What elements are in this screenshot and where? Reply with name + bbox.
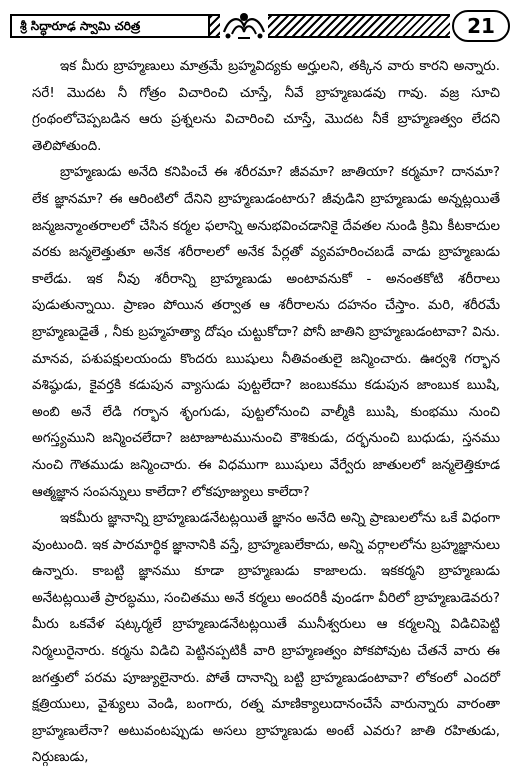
paragraph: ఇకమీరు జ్ఞానాన్ని బ్రాహ్మణుడనేటట్లయితే జ్ఞానం అనేది అన్ని ప్రాణులలోను ఒకే విధంగా వుంటుంది. ఇక పారమార్థిక జ్ఞానానికి వస్తే, బ్రాహ్మణులేకాదు, అన్ని వర్గాలలోను బ్రహ్మజ్ఞానులు ఉన్నారు. కాబట్టి జ్ఞానము కూడా బ్రాహ్మణుడు కాజాలదు. ఇకకర్మని బ్రాహ్మణుడు అనేటట్లయితే ప్రారబ్ధము, సంచితము అనే కర్మలు అందరికీ వుండగా వీరిలో బ్రాహ్మణుడెవరు? మీరు ఒకవేళ షట్కర్మలే బ్రాహ్మణుడనేటట్లయితే మునీశ్వరులు ఆ కర్మలన్ని విడిచిపెట్టి నిర్మలురైనారు. కర్మను విడిచి పెట్టినప్పటికీ వారి బ్రాహ్మణత్వం పోకపోవుట చేతనే వారు ఈ జగత్తులో పరమ పూజ్యులైనారు. పోతే దానాన్ని బట్టి బ్రాహ్మణుడంటావా? లోకంలో ఎందరో క్షత్రియులు, వైశ్యులు వెండి, బంగారు, రత్న మాణిక్యాలుదానంచేసే వారున్నారు వారంతా బ్రాహ్మణులేనా? అటువంటప్పుడు అసలు బ్రాహ్మణుడు అంటే ఎవరు? జాతి రహితుడు, నిర్గుణుడు,	[32, 511, 500, 766]
page-number: 21	[452, 10, 510, 42]
floral-ornament-icon	[220, 8, 268, 42]
running-title: శ్రీ సిద్ధారూఢ స్వామి చరిత్ర	[10, 14, 210, 38]
paragraph: బ్రాహ్మణుడు అనేది కనిపించే ఈ శరీరమా? జీవమా? జాతియా? కర్మమా? దానమా? లేక జ్ఞానమా? ఈ ఆరింటిలో దేనిని బ్రాహ్మణుడంటారు? జీవుడిని బ్రాహ్మణుడు అన్నట్లయితే జన్మజన్మాంతరాలలో చేసిన కర్మల ఫలాన్ని అనుభవించడానికై దేవతల నుండి క్రిమి కీటకాదుల వరకు జన్మలెత్తుతూ అనేక శరీరాలలో అనేక పేర్లతో వ్యవహరించబడే వాడు బ్రాహ్మణుడు కాలేడు. ఇక నీవు శరీరాన్ని బ్రాహ్మణుడు అంటావనుకో - అనంతకోటి శరీరాలు పుడుతున్నాయి. ప్రాణం పోయిన తర్వాత ఆ శరీరాలను దహనం చేస్తాం. మరి, శరీరమే బ్రాహ్మణుడైతే , నీకు బ్రహ్మహత్యా దోషం చుట్టుకోదా? పోనీ జాతిని బ్రాహ్మణుడంటావా? విను. మానవ, పశుపక్షులయందు కొందరు ఋషులు నీతివంతులై జన్మించారు. ఊర్వశి గర్భాన వశిష్ఠుడు, కైవర్తకి కడుపున వ్యాసుడు పుట్టలేదా? జంబుకము కడుపున జాంబుక ఋషి, అంబి అనే లేడి గర్భాన శృంగుడు, పుట్టలోనుంచి వాల్మీకి ఋషి, కుంభము నుంచి అగస్త్యముని జన్మించలేదా? జటాజూటమునుంచి కౌశికుడు, దర్భనుంచి బుధుడు, స్తనము నుంచి గౌతముడు జన్మించారు. ఈ విధముగా ఋషులు వేర్వేరు జాతులలో జన్మలెత్తికూడ ఆత్మజ్ఞాన సంపన్నులు కాలేదా? లోకపూజ్యులు కాలేదా?	[32, 165, 500, 500]
paragraph: ఇక మీరు బ్రాహ్మణులు మాత్రమే బ్రహ్మవిద్యకు అర్హులని, తక్కిన వారు కారని అన్నారు. సరే! మొదట నీ గోత్రం విచారించి చూస్తే, నీవే బ్రాహ్మణుడవు గావు. వజ్ర సూచి గ్రంథంలోచెప్పబడిన ఆరు ప్రశ్నలను విచారించి చూస్తే, మొదట నీకే బ్రాహ్మణత్వం లేదని తెలిపోతుంది.	[32, 59, 500, 154]
body-text	[32, 54, 500, 772]
page-header	[10, 10, 510, 42]
